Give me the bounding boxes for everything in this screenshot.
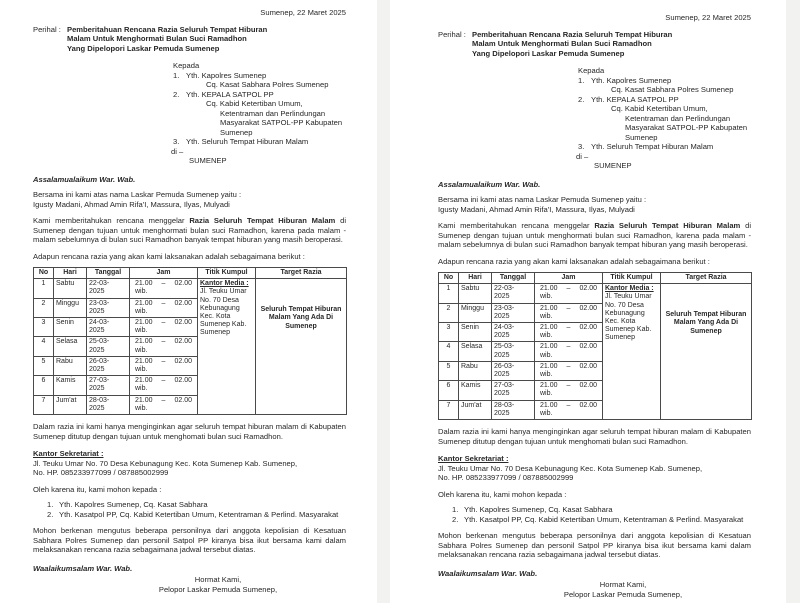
recipient-sub-2a: Cq. Kabid Ketertiban Umum,: [206, 99, 303, 108]
cell-no: 3: [34, 318, 54, 337]
col-header-no: No: [34, 268, 54, 279]
raid-schedule-table: [33, 267, 347, 415]
recipient-text-1: Yth. Kapolres Sumenep: [591, 75, 672, 85]
subject-label: Perihal :: [33, 24, 61, 34]
col-header-target: Target Razia: [661, 273, 752, 284]
dash: –: [161, 377, 166, 385]
wib-label: wib.: [540, 293, 553, 301]
cell-no: 7: [34, 395, 54, 414]
cell-date: 26-03- 2025: [87, 356, 130, 375]
col-header-date: Tanggal: [87, 268, 130, 279]
meeting-point-address: Jl. Teuku Umar No. 70 Desa Kebunagung Kec. Kota Sumenep Kab. Sumenep: [200, 288, 247, 337]
intro-line: Bersama ini kami atas nama Laskar Pemuda Sumenep yaitu :: [438, 195, 647, 204]
cell-time: 21.00 – 02.00 wib.: [535, 323, 603, 342]
recipient-sub-1: Cq. Kasat Sabhara Polres Sumenep: [611, 85, 734, 94]
recipient-item-2: [173, 90, 346, 100]
request-intro: Oleh karena itu, kami mohon kepada :: [33, 484, 162, 494]
request-intro: Oleh karena itu, kami mohon kepada :: [438, 489, 567, 499]
cell-no: 7: [439, 400, 459, 419]
letter-body: [33, 8, 346, 594]
cell-day: Selasa: [54, 337, 87, 356]
dash: –: [566, 401, 571, 409]
signature-line-1: Hormat Kami,: [194, 575, 242, 585]
letter-page-left: [0, 0, 377, 603]
cell-date: 23-03- 2025: [87, 298, 130, 317]
dash: –: [566, 382, 571, 390]
body-paragraph-1: [438, 221, 751, 250]
dash: –: [566, 285, 571, 293]
closing-salutation: Waalaikumsalam War. Wab.: [33, 563, 133, 573]
col-header-time: Jam: [130, 268, 198, 279]
cell-no: 3: [439, 323, 459, 342]
request-number-1: 1.: [47, 500, 54, 510]
col-header-day: Hari: [54, 268, 87, 279]
table-intro: Adapun rencana razia yang akan kami laksanakan adalah sebagaimana berikut :: [33, 251, 305, 261]
recipients-heading: Kepada: [173, 61, 200, 70]
wib-label: wib.: [135, 327, 148, 335]
cell-time: 21.00 – 02.00 wib.: [535, 381, 603, 400]
cell-day: Sabtu: [54, 279, 87, 298]
dash: –: [161, 280, 166, 288]
cell-day: Kamis: [54, 376, 87, 395]
col-header-date: Tanggal: [492, 273, 535, 284]
cell-date: 23-03- 2025: [492, 303, 535, 322]
cell-day: Selasa: [459, 342, 492, 361]
recipient-item-3: [173, 137, 346, 147]
cell-time: 21.00 – 02.00 wib.: [130, 376, 198, 395]
names-line: Igusty Madani, Ahmad Amin Rifa'I, Massura, Ilyas, Mulyadi: [438, 204, 635, 214]
recipient-text-2: Yth. KEPALA SATPOL PP: [186, 89, 274, 99]
signature-block: [498, 580, 748, 599]
cell-day: Senin: [459, 323, 492, 342]
wib-label: wib.: [540, 371, 553, 379]
cell-time: 21.00 – 02.00 wib.: [130, 337, 198, 356]
recipient-text-2: Yth. KEPALA SATPOL PP: [591, 94, 679, 104]
request-text-1: Yth. Kapolres Sumenep, Cq. Kasat Sabhara: [464, 505, 613, 515]
cell-date: 22-03- 2025: [492, 284, 535, 303]
cell-date: 25-03- 2025: [492, 342, 535, 361]
cell-time: 21.00 – 02.00 wib.: [130, 395, 198, 414]
col-header-meeting-point: Titik Kumpul: [603, 273, 661, 284]
cell-no: 6: [34, 376, 54, 395]
closing-paragraph-1: Dalam razia ini kami hanya menginginkan agar seluruh tempat hiburan malam di Kabupaten Sumenep ditutup dengan tujuan untuk menghomati bulan suci Ramadhon.: [33, 422, 346, 441]
wib-label: wib.: [135, 307, 148, 315]
cell-day: Jum'at: [459, 400, 492, 419]
col-header-time: Jam: [535, 273, 603, 284]
recipient-di-line: di –: [576, 151, 589, 161]
request-number-2: 2.: [47, 509, 54, 519]
recipient-number-2: 2.: [578, 94, 585, 104]
raid-phrase-bold: Razia Seluruh Tempat Hiburan Malam: [594, 221, 741, 230]
cell-no: 1: [439, 284, 459, 303]
cell-date: 28-03- 2025: [492, 400, 535, 419]
wib-label: wib.: [135, 288, 148, 296]
secretariat-heading: Kantor Sekretariat :: [33, 449, 104, 459]
names-line: Igusty Madani, Ahmad Amin Rifa'I, Massura, Ilyas, Mulyadi: [33, 199, 230, 209]
subject-block: [33, 25, 346, 54]
recipient-di-line: di –: [171, 146, 184, 156]
cell-no: 5: [439, 361, 459, 380]
secretariat-heading: Kantor Sekretariat :: [438, 454, 509, 464]
cell-date: 24-03- 2025: [492, 323, 535, 342]
raid-target-cell: Seluruh Tempat Hiburan Malam Yang Ada Di Sumenep: [256, 279, 347, 415]
letter-body: [438, 13, 751, 599]
recipients-block: [578, 66, 751, 171]
cell-day: Kamis: [459, 381, 492, 400]
opening-salutation: Assalamualaikum War. Wab.: [33, 174, 136, 184]
secretariat-address: Jl. Teuku Umar No. 70 Desa Kebunagung Kec. Kota Sumenep Kab. Sumenep,: [33, 458, 298, 468]
dash: –: [566, 362, 571, 370]
cell-no: 4: [439, 342, 459, 361]
cell-date: 24-03- 2025: [87, 318, 130, 337]
meeting-point-address: Jl. Teuku Umar No. 70 Desa Kebunagung Kec. Kota Sumenep Kab. Sumenep: [605, 293, 652, 342]
meeting-point-cell: [198, 279, 256, 415]
secretariat-block: [438, 454, 751, 483]
recipient-number-3: 3.: [578, 142, 585, 151]
cell-time: 21.00 – 02.00 wib.: [130, 279, 198, 298]
dash: –: [161, 396, 166, 404]
wib-label: wib.: [540, 390, 553, 398]
wib-label: wib.: [135, 346, 148, 354]
cell-time: 21.00 – 02.00 wib.: [130, 318, 198, 337]
raid-schedule-table: [438, 272, 752, 420]
signature-line-2: Pelopor Laskar Pemuda Sumenep,: [158, 584, 278, 594]
request-item-1: [438, 505, 751, 515]
letter-page-right: [390, 0, 786, 603]
cell-date: 27-03- 2025: [492, 381, 535, 400]
request-text-1: Yth. Kapolres Sumenep, Cq. Kasat Sabhara: [59, 500, 208, 510]
signature-block: [93, 575, 343, 594]
request-list: [33, 500, 346, 519]
cell-no: 2: [34, 298, 54, 317]
date-line: Sumenep, 22 Maret 2025: [260, 8, 346, 17]
closing-paragraph-2: Mohon berkenan mengutus beberapa personilnya dari anggota kepolisian di Kesatuan Sabhara Polres Sumenep dan personil Satpol PP kiranya bisa ikut bersama kami dalam melaksanakan rencana razia sebagaimana jadwal tersebut diatas.: [438, 531, 751, 560]
recipient-item-3: [578, 142, 751, 152]
signature-line-2: Pelopor Laskar Pemuda Sumenep,: [563, 589, 683, 599]
table-row: [439, 284, 752, 303]
request-item-2: [438, 515, 751, 525]
table-row: [34, 279, 347, 298]
recipient-text-3: Yth. Seluruh Tempat Hiburan Malam: [591, 142, 714, 151]
cell-day: Senin: [54, 318, 87, 337]
intro-line: Bersama ini kami atas nama Laskar Pemuda Sumenep yaitu :: [33, 190, 242, 199]
subject-block: [438, 30, 751, 59]
raid-phrase-bold: Razia Seluruh Tempat Hiburan Malam: [189, 216, 336, 225]
recipient-item-1: [173, 71, 346, 81]
cell-day: Minggu: [54, 298, 87, 317]
cell-date: 27-03- 2025: [87, 376, 130, 395]
signature-line-1: Hormat Kami,: [599, 580, 647, 590]
table-intro: Adapun rencana razia yang akan kami laksanakan adalah sebagaimana berikut :: [438, 256, 710, 266]
cell-time: 21.00 – 02.00 wib.: [535, 400, 603, 419]
paragraph-text: di Sumenep dengan tujuan untuk menghormati bulan suci Ramadhon, karena pada malam -malam sebelumnya di bulan suci Ramadhon banyak tempat hiburan yang masih beroperasi.: [438, 221, 752, 249]
dash: –: [161, 319, 166, 327]
wib-label: wib.: [135, 366, 148, 374]
closing-paragraph-1: Dalam razia ini kami hanya menginginkan agar seluruh tempat hiburan malam di Kabupaten Sumenep ditutup dengan tujuan untuk menghomati bulan suci Ramadhon.: [438, 427, 751, 446]
recipient-item-2: [578, 95, 751, 105]
recipient-number-1: 1.: [173, 70, 180, 80]
col-header-no: No: [439, 273, 459, 284]
dash: –: [566, 304, 571, 312]
cell-time: 21.00 – 02.00 wib.: [535, 342, 603, 361]
cell-day: Rabu: [459, 361, 492, 380]
recipient-text-1: Yth. Kapolres Sumenep: [186, 70, 267, 80]
raid-target-cell: Seluruh Tempat Hiburan Malam Yang Ada Di Sumenep: [661, 284, 752, 420]
secretariat-phone: No. HP. 085233977099 / 087885002999: [33, 468, 169, 478]
request-list: [438, 505, 751, 524]
cell-time: 21.00 – 02.00 wib.: [535, 361, 603, 380]
cell-date: 22-03- 2025: [87, 279, 130, 298]
meeting-point-title: Kantor Media :: [200, 280, 249, 288]
dash: –: [161, 357, 166, 365]
meeting-point-cell: [603, 284, 661, 420]
cell-date: 26-03- 2025: [492, 361, 535, 380]
closing-paragraph-2: Mohon berkenan mengutus beberapa personilnya dari anggota kepolisian di Kesatuan Sabhara Polres Sumenep dan personil Satpol PP kiranya bisa ikut bersama kami dalam melaksanakan rencana razia sebagaimana jadwal tersebut diatas.: [33, 526, 346, 555]
recipient-sub-2b: Ketentraman dan Perlindungan Masyarakat SATPOL-PP Kabupaten Sumenep: [625, 113, 748, 142]
paragraph-text: di Sumenep dengan tujuan untuk menghormati bulan suci Ramadhon, karena pada malam -malam sebelumnya di bulan suci Ramadhon banyak tempat hiburan yang masih beroperasi.: [33, 216, 347, 244]
cell-date: 25-03- 2025: [87, 337, 130, 356]
wib-label: wib.: [540, 312, 553, 320]
secretariat-address: Jl. Teuku Umar No. 70 Desa Kebunagung Kec. Kota Sumenep Kab. Sumenep,: [438, 463, 703, 473]
table-header-row: [34, 268, 347, 279]
request-number-1: 1.: [452, 505, 459, 515]
paragraph-text: Kami memberitahukan rencana menggelar: [33, 216, 190, 225]
body-paragraph-1: [33, 216, 346, 245]
recipient-number-3: 3.: [173, 137, 180, 146]
recipient-city: SUMENEP: [189, 156, 227, 165]
closing-salutation: Waalaikumsalam War. Wab.: [438, 568, 538, 578]
wib-label: wib.: [135, 385, 148, 393]
request-item-2: [33, 510, 346, 520]
subject-text: Pemberitahuan Rencana Razia Seluruh Tempat Hiburan Malam Untuk Menghormati Bulan Suci Ramadhon Yang Dipelopori Laskar Pemuda Sumenep: [472, 29, 673, 58]
dash: –: [161, 299, 166, 307]
wib-label: wib.: [540, 409, 553, 417]
meeting-point-title: Kantor Media :: [605, 285, 654, 293]
cell-no: 1: [34, 279, 54, 298]
wib-label: wib.: [540, 332, 553, 340]
subject-text: Pemberitahuan Rencana Razia Seluruh Tempat Hiburan Malam Untuk Menghormati Bulan Suci Ramadhon Yang Dipelopori Laskar Pemuda Sumenep: [67, 24, 268, 53]
cell-no: 6: [439, 381, 459, 400]
col-header-meeting-point: Titik Kumpul: [198, 268, 256, 279]
cell-day: Jum'at: [54, 395, 87, 414]
request-number-2: 2.: [452, 514, 459, 524]
recipient-city: SUMENEP: [594, 161, 632, 170]
cell-no: 5: [34, 356, 54, 375]
cell-day: Sabtu: [459, 284, 492, 303]
cell-no: 4: [34, 337, 54, 356]
cell-time: 21.00 – 02.00 wib.: [130, 356, 198, 375]
request-text-2: Yth. Kasatpol PP, Cq. Kabid Ketertiban Umum, Ketentraman & Perlind. Masyarakat: [59, 509, 339, 519]
cell-no: 2: [439, 303, 459, 322]
cell-time: 21.00 – 02.00 wib.: [535, 284, 603, 303]
recipient-text-3: Yth. Seluruh Tempat Hiburan Malam: [186, 137, 309, 146]
opening-salutation: Assalamualaikum War. Wab.: [438, 179, 541, 189]
paragraph-text: Kami memberitahukan rencana menggelar: [438, 221, 595, 230]
recipient-sub-2b: Ketentraman dan Perlindungan Masyarakat SATPOL-PP Kabupaten Sumenep: [220, 108, 343, 137]
cell-time: 21.00 – 02.00 wib.: [130, 298, 198, 317]
secretariat-phone: No. HP. 085233977099 / 087885002999: [438, 473, 574, 483]
cell-day: Rabu: [54, 356, 87, 375]
secretariat-block: [33, 449, 346, 478]
wib-label: wib.: [540, 351, 553, 359]
subject-label: Perihal :: [438, 29, 466, 39]
cell-time: 21.00 – 02.00 wib.: [535, 303, 603, 322]
request-item-1: [33, 500, 346, 510]
recipient-number-1: 1.: [578, 75, 585, 85]
cell-day: Minggu: [459, 303, 492, 322]
recipient-sub-1: Cq. Kasat Sabhara Polres Sumenep: [206, 80, 329, 89]
recipients-heading: Kepada: [578, 66, 605, 75]
recipients-block: [173, 61, 346, 166]
dash: –: [161, 338, 166, 346]
recipient-sub-2a: Cq. Kabid Ketertiban Umum,: [611, 104, 708, 113]
col-header-day: Hari: [459, 273, 492, 284]
request-text-2: Yth. Kasatpol PP, Cq. Kabid Ketertiban Umum, Ketentraman & Perlind. Masyarakat: [464, 514, 744, 524]
recipient-number-2: 2.: [173, 89, 180, 99]
col-header-target: Target Razia: [256, 268, 347, 279]
recipient-item-1: [578, 76, 751, 86]
table-header-row: [439, 273, 752, 284]
wib-label: wib.: [135, 404, 148, 412]
letter-content-right: [390, 0, 752, 599]
cell-date: 28-03- 2025: [87, 395, 130, 414]
date-line: Sumenep, 22 Maret 2025: [665, 13, 751, 22]
dash: –: [566, 324, 571, 332]
dash: –: [566, 343, 571, 351]
letter-content-left: [0, 0, 348, 594]
